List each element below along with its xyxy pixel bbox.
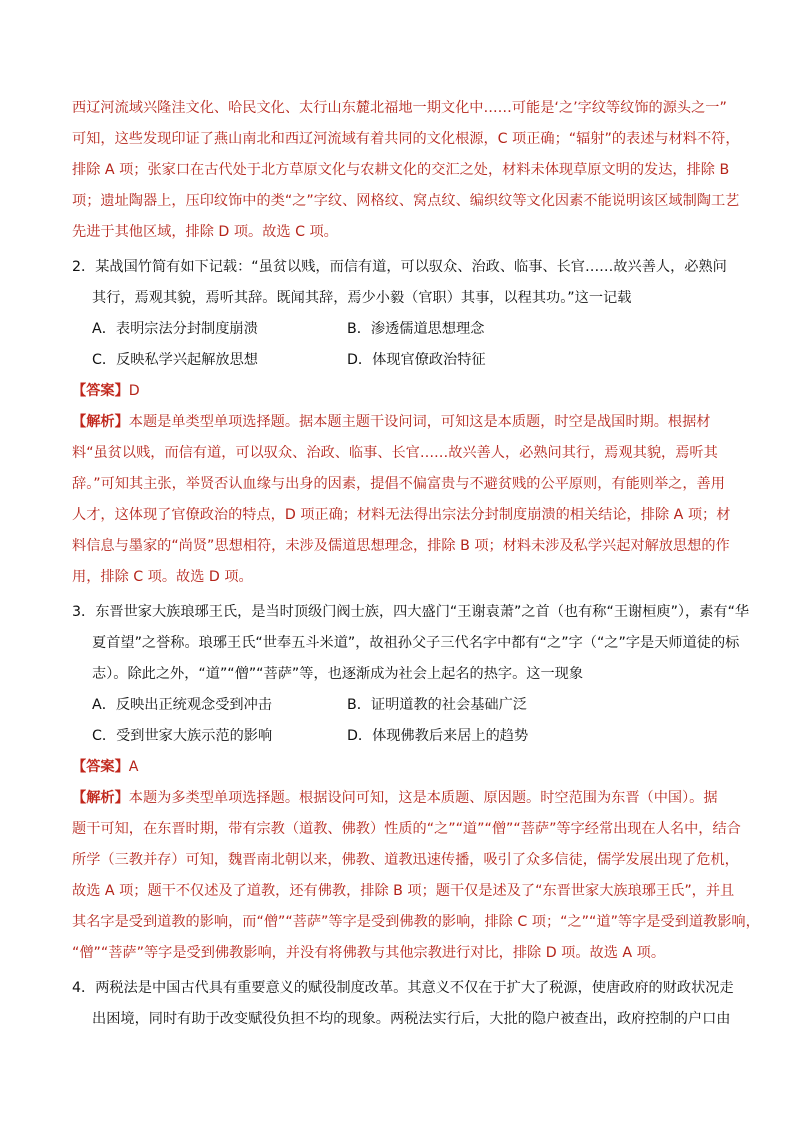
prev-analysis-line: 项；遗址陶器上，压印纹饰中的类“之”字纹、网格纹、窝点纹、编织纹等文化因素不能说明该区域制陶工艺	[72, 193, 740, 209]
prev-analysis-line: 先进于其他区域，排除 D 项。故选 C 项。	[72, 224, 338, 240]
option-c: C．受到世家大族示范的影响	[92, 728, 273, 744]
option-b: B．证明道教的社会基础广泛	[347, 697, 527, 713]
answer-value: A	[128, 759, 139, 775]
question-stem-line: 3．东晋世家大族琅琊王氏，是当时顶级门阀士族，四大盛门“王谢袁萧”之首（也有称“王谢桓庾”），素有“华	[72, 604, 750, 620]
prev-analysis-line: 排除 A 项；张家口在古代处于北方草原文化与农耕文化的交汇之处，材料未体现草原文明的发达，排除 B	[72, 162, 730, 178]
prev-analysis-line: 可知，这些发现印证了燕山南北和西辽河流域有着共同的文化根源，C 项正确；“辐射”的表述与材料不符，	[72, 131, 740, 147]
analysis-line: 辞。”可知其主张，举贤否认血缘与出身的因素，提倡不偏富贵与不避贫贱的公平原则，有能则举之，善用	[72, 476, 725, 492]
analysis-line: 人才，这体现了官僚政治的特点，D 项正确；材料无法得出宗法分封制度崩溃的相关结论，排除 A 项；材	[72, 507, 731, 523]
question-stem-line: 4．两税法是中国古代具有重要意义的赋役制度改革。其意义不仅在于扩大了税源，使唐政府的财政状况走	[72, 980, 734, 996]
question-stem-line: 其行，焉观其貌，焉听其辞。既闻其辞，焉少小毅（官职）其事，以程其功。”这一记载	[92, 290, 632, 306]
analysis-tag: 【解析】	[72, 414, 129, 430]
answer-tag: 【答案】	[72, 383, 129, 399]
analysis-line: 料信息与墨家的“尚贤”思想相符，未涉及儒道思想理念，排除 B 项；材料未涉及私学兴起对解放思想的作	[72, 538, 730, 554]
analysis-line: 题干可知，在东晋时期，带有宗教（道教、佛教）性质的“之”“道”“僧”“菩萨”等字经常出现在人名中，结合	[72, 821, 741, 837]
analysis-line: “僧”“菩萨”等字是受到佛教影响，并没有将佛教与其他宗教进行对比，排除 D 项。故选 A 项。	[72, 945, 666, 961]
answer-tag: 【答案】	[72, 759, 129, 775]
option-d: D．体现佛教后来居上的趋势	[347, 728, 529, 744]
analysis-line	[72, 788, 718, 808]
analysis-text: 本题是单类型单项选择题。据本题主题干设问词，可知这是本质题，时空是战国时期。根据材	[128, 414, 711, 430]
analysis-text: 本题为多类型单项选择题。根据设问可知，这是本质题、原因题。时空范围为东晋（中国）。据	[128, 790, 718, 806]
analysis-line: 料“虽贫以贱，而信有道，可以驭众、治政、临事、长官……故兴善人，必熟问其行，焉观其貌，焉听其	[72, 445, 718, 461]
option-c: C．反映私学兴起解放思想	[92, 352, 258, 368]
analysis-tag: 【解析】	[72, 790, 129, 806]
analysis-line: 所学（三教并存）可知，魏晋南北朝以来，佛教、道教迅速传播，吸引了众多信徒，儒学发展出现了危机，	[72, 852, 739, 868]
answer-line	[72, 757, 138, 777]
question-stem-line: 夏首望”之誉称。琅琊王氏“世奉五斗米道”，故祖孙父子三代名字中都有“之”字（“之”字是天师道徒的标	[92, 635, 740, 651]
analysis-line: 故选 A 项；题干不仅述及了道教，还有佛教，排除 B 项；题干仅是述及了“东晋世家大族琅琊王氏”，并且	[72, 883, 735, 899]
analysis-line: 用，排除 C 项。故选 D 项。	[72, 569, 253, 585]
prev-analysis-line: 西辽河流域兴隆洼文化、哈民文化、太行山东麓北福地一期文化中……可能是‘之’字纹等纹饰的源头之一”	[72, 100, 727, 116]
analysis-line: 其名字是受到道教的影响，而“僧”“菩萨”等字是受到佛教的影响，排除 C 项；“之”“道”等字是受到道教影响，	[72, 914, 760, 930]
question-stem-line: 2．某战国竹简有如下记载：“虽贫以贱，而信有道，可以驭众、治政、临事、长官……故兴善人，必熟问	[72, 259, 727, 275]
option-a: A．表明宗法分封制度崩溃	[92, 321, 258, 337]
answer-line	[72, 381, 140, 401]
question-stem-line: 出困境，同时有助于改变赋役负担不均的现象。两税法实行后，大批的隐户被查出，政府控制的户口由	[92, 1011, 731, 1027]
option-d: D．体现官僚政治特征	[347, 352, 486, 368]
option-a: A．反映出正统观念受到冲击	[92, 697, 272, 713]
analysis-line	[72, 412, 710, 432]
answer-value: D	[128, 383, 140, 399]
option-b: B．渗透儒道思想理念	[347, 321, 485, 337]
question-stem-line: 志）。除此之外，“道”“僧”“菩萨”等，也逐渐成为社会上起名的热字。这一现象	[92, 666, 584, 682]
